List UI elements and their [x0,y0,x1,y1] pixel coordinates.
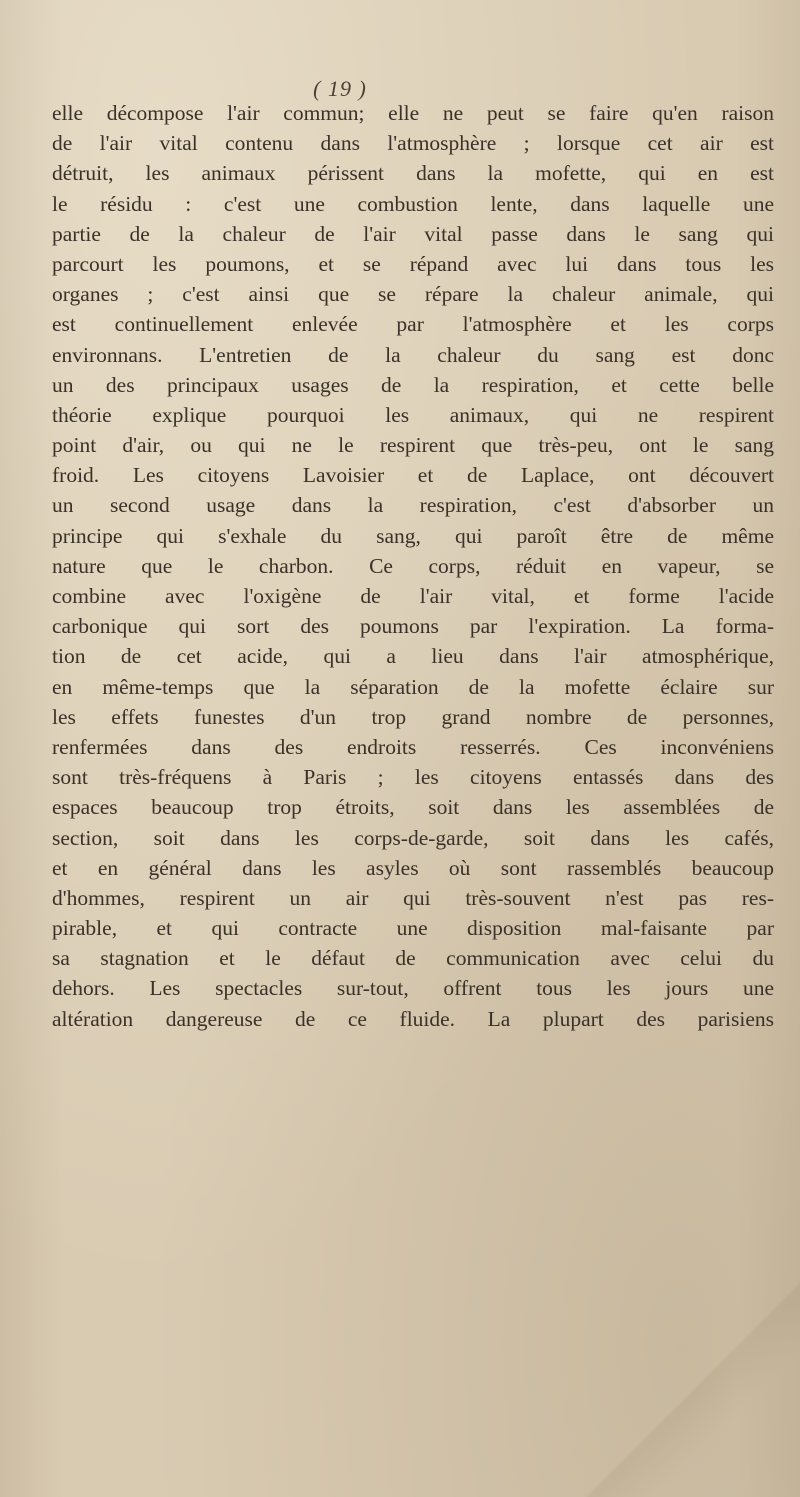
text-line: carbonique qui sort des poumons par l'expiration. La forma- [52,614,774,639]
text-line: sa stagnation et le défaut de communication avec celui du [52,946,774,971]
text-line: sont très-fréquens à Paris ; les citoyens entassés dans des [52,765,774,790]
text-line: en même-temps que la séparation de la mofette éclaire sur [52,674,774,699]
text-line: altération dangereuse de ce fluide. La plupart des parisiens [52,1006,774,1031]
text-line: organes ; c'est ainsi que se répare la chaleur animale, qui [52,282,774,307]
text-line: principe qui s'exhale du sang, qui paroît être de même [52,523,774,548]
text-line: et en général dans les asyles où sont rassemblés beaucoup [52,855,774,880]
text-line: pirable, et qui contracte une disposition mal-faisante par [52,916,774,941]
text-line: elle décompose l'air commun; elle ne peut se faire qu'en raison [52,101,774,125]
text-line: point d'air, ou qui ne le respirent que très-peu, ont le sang [52,433,774,458]
body-text [52,98,774,1034]
text-line: tion de cet acide, qui a lieu dans l'air atmosphérique, [52,644,774,669]
text-line: section, soit dans les corps-de-garde, soit dans les cafés, [52,825,774,850]
text-line: combine avec l'oxigène de l'air vital, et forme l'acide [52,584,774,608]
text-line: les effets funestes d'un trop grand nombre de personnes, [52,704,774,729]
text-line: détruit, les animaux périssent dans la mofette, qui en est [52,161,774,186]
text-line: est continuellement enlevée par l'atmosphère et les corps [52,312,774,337]
text-line: un des principaux usages de la respiration, et cette belle [52,372,774,397]
paper-fold [580,1237,800,1497]
text-line: de l'air vital contenu dans l'atmosphère ; lorsque cet air est [52,131,774,156]
text-line: espaces beaucoup trop étroits, soit dans les assemblées de [52,795,774,820]
text-line: parcourt les poumons, et se répand avec lui dans tous les [52,251,774,276]
text-line: dehors. Les spectacles sur-tout, offrent tous les jours une [52,976,774,1001]
text-line: environnans. L'entretien de la chaleur du sang est donc [52,342,774,367]
text-line: théorie explique pourquoi les animaux, qui ne respirent [52,402,774,427]
text-line: nature que le charbon. Ce corps, réduit en vapeur, se [52,553,774,578]
text-line: d'hommes, respirent un air qui très-souvent n'est pas res- [52,885,774,910]
text-line: froid. Les citoyens Lavoisier et de Laplace, ont découvert [52,463,774,488]
page-number: ( 19 ) [313,76,367,101]
text-line: le résidu : c'est une combustion lente, dans laquelle une [52,191,774,216]
text-line: partie de la chaleur de l'air vital passe dans le sang qui [52,221,774,246]
text-line: renfermées dans des endroits resserrés. Ces inconvéniens [52,734,774,759]
text-line: un second usage dans la respiration, c'est d'absorber un [52,493,774,518]
